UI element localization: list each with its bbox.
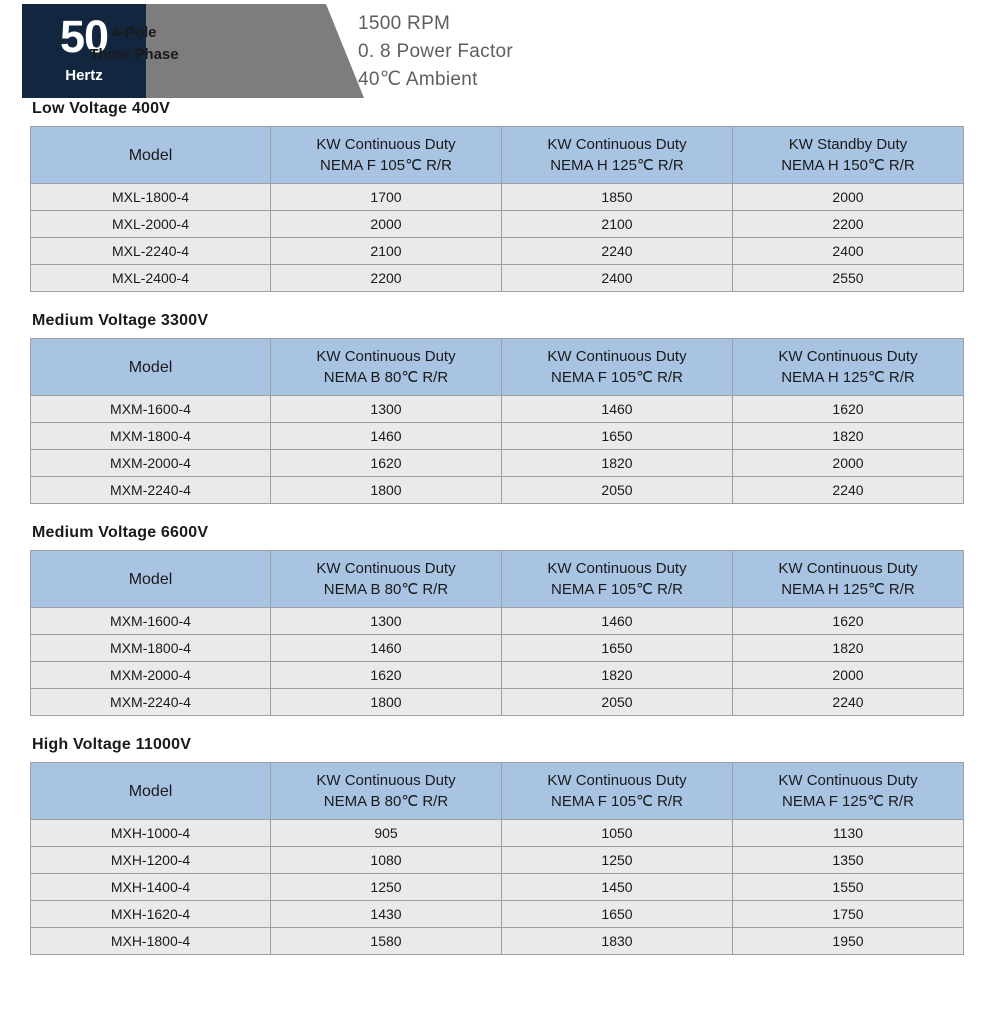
table-header-row: [31, 551, 964, 608]
cell-rating: 1800: [271, 477, 502, 504]
column-header-line-1: KW Continuous Duty: [778, 348, 918, 365]
cell-rating: 1620: [271, 662, 502, 689]
hertz-value: 50: [59, 11, 109, 62]
cell-rating: 1800: [271, 689, 502, 716]
section-title: Medium Voltage 6600V: [32, 524, 209, 541]
section-title: Medium Voltage 3300V: [32, 312, 209, 329]
column-header-line-2: NEMA F 105℃ R/R: [551, 793, 683, 810]
column-header-line-1: KW Continuous Duty: [547, 772, 687, 789]
cell-model: MXM-1800-4: [31, 635, 271, 662]
cell-model: MXL-2000-4: [31, 211, 271, 238]
column-header-line-2: NEMA B 80℃ R/R: [323, 793, 449, 810]
cell-rating: 1350: [733, 847, 964, 874]
column-header-line-1: KW Continuous Duty: [316, 136, 456, 153]
column-header-rating: [502, 339, 733, 396]
column-header-line-1: KW Continuous Duty: [547, 136, 687, 153]
cell-model: MXM-2000-4: [31, 450, 271, 477]
column-header-rating: [271, 127, 502, 184]
cell-rating: 1250: [502, 847, 733, 874]
cell-rating: 2000: [733, 184, 964, 211]
column-header-rating: [733, 551, 964, 608]
column-header-line-2: NEMA B 80℃ R/R: [323, 581, 449, 598]
page-header-banner: [22, 0, 985, 100]
cell-rating: 1460: [271, 423, 502, 450]
pole-badge-text: [70, 22, 198, 66]
cell-rating: 1430: [271, 901, 502, 928]
cell-rating: 1460: [502, 396, 733, 423]
cell-model: MXH-1200-4: [31, 847, 271, 874]
pole-line-2: Three Phase: [89, 46, 179, 63]
table-header-row: [31, 339, 964, 396]
cell-rating: 1620: [733, 396, 964, 423]
cell-rating: 1750: [733, 901, 964, 928]
column-header-line-1: Model: [128, 146, 173, 164]
section-title: Low Voltage 400V: [32, 100, 171, 117]
cell-rating: 1820: [502, 450, 733, 477]
cell-rating: 1700: [271, 184, 502, 211]
table-row: [31, 211, 964, 238]
cell-rating: 2050: [502, 689, 733, 716]
cell-rating: 2100: [502, 211, 733, 238]
table-row: [31, 928, 964, 955]
cell-rating: 1050: [502, 820, 733, 847]
table-row: [31, 820, 964, 847]
column-header-model: [31, 339, 271, 396]
column-header-line-1: KW Continuous Duty: [316, 560, 456, 577]
column-header-line-2: NEMA H 125℃ R/R: [781, 369, 915, 386]
cell-rating: 2240: [733, 477, 964, 504]
cell-rating: 2400: [502, 265, 733, 292]
cell-rating: 1820: [733, 423, 964, 450]
cell-rating: 1650: [502, 901, 733, 928]
table-row: [31, 450, 964, 477]
column-header-line-1: Model: [128, 782, 173, 800]
cell-rating: 1080: [271, 847, 502, 874]
column-header-model: [31, 551, 271, 608]
table-row: [31, 265, 964, 292]
spec-section: [30, 524, 963, 716]
cell-model: MXL-2400-4: [31, 265, 271, 292]
cell-model: MXM-1800-4: [31, 423, 271, 450]
column-header-rating: [502, 763, 733, 820]
spec-ambient: 40℃ Ambient: [358, 69, 478, 90]
cell-rating: 905: [271, 820, 502, 847]
cell-rating: 2200: [271, 265, 502, 292]
header-specs: [358, 10, 513, 94]
column-header-line-2: NEMA H 125℃ R/R: [550, 157, 684, 174]
cell-rating: 2550: [733, 265, 964, 292]
column-header-line-2: NEMA F 105℃ R/R: [551, 369, 683, 386]
column-header-line-1: Model: [128, 570, 173, 588]
table-row: [31, 847, 964, 874]
cell-rating: 1650: [502, 635, 733, 662]
table-row: [31, 635, 964, 662]
cell-rating: 1580: [271, 928, 502, 955]
spec-section: [30, 100, 963, 292]
table-row: [31, 901, 964, 928]
column-header-rating: [502, 551, 733, 608]
cell-model: MXM-2000-4: [31, 662, 271, 689]
table-row: [31, 238, 964, 265]
cell-rating: 1620: [271, 450, 502, 477]
cell-rating: 2400: [733, 238, 964, 265]
cell-rating: 1650: [502, 423, 733, 450]
cell-rating: 2000: [733, 450, 964, 477]
spec-table: [30, 550, 964, 716]
column-header-line-2: NEMA B 80℃ R/R: [323, 369, 449, 386]
column-header-rating: [733, 339, 964, 396]
cell-rating: 2240: [502, 238, 733, 265]
column-header-line-1: KW Continuous Duty: [547, 560, 687, 577]
column-header-line-2: NEMA F 125℃ R/R: [782, 793, 914, 810]
column-header-line-2: NEMA H 125℃ R/R: [781, 581, 915, 598]
cell-rating: 2100: [271, 238, 502, 265]
cell-model: MXH-1620-4: [31, 901, 271, 928]
cell-model: MXH-1000-4: [31, 820, 271, 847]
cell-rating: 1850: [502, 184, 733, 211]
column-header-rating: [271, 551, 502, 608]
table-row: [31, 184, 964, 211]
hertz-unit: Hertz: [65, 67, 103, 84]
cell-rating: 2240: [733, 689, 964, 716]
spec-section: [30, 736, 963, 955]
cell-rating: 1820: [733, 635, 964, 662]
cell-rating: 1620: [733, 608, 964, 635]
spec-section: [30, 312, 963, 504]
cell-model: MXH-1800-4: [31, 928, 271, 955]
column-header-model: [31, 763, 271, 820]
column-header-line-1: KW Continuous Duty: [316, 348, 456, 365]
cell-rating: 1950: [733, 928, 964, 955]
column-header-line-1: KW Continuous Duty: [778, 772, 918, 789]
column-header-rating: [733, 127, 964, 184]
table-header-row: [31, 127, 964, 184]
column-header-line-1: KW Continuous Duty: [547, 348, 687, 365]
table-row: [31, 874, 964, 901]
column-header-rating: [502, 127, 733, 184]
cell-rating: 1450: [502, 874, 733, 901]
banner-shapes: [22, 4, 372, 98]
column-header-line-1: KW Standby Duty: [788, 136, 908, 153]
cell-rating: 1460: [271, 635, 502, 662]
cell-rating: 1460: [502, 608, 733, 635]
column-header-model: [31, 127, 271, 184]
spec-power-factor: 0. 8 Power Factor: [358, 41, 514, 62]
cell-rating: 1550: [733, 874, 964, 901]
spec-rpm: 1500 RPM: [358, 13, 451, 34]
table-row: [31, 423, 964, 450]
cell-model: MXL-1800-4: [31, 184, 271, 211]
column-header-rating: [271, 339, 502, 396]
cell-rating: 2000: [271, 211, 502, 238]
table-row: [31, 608, 964, 635]
table-row: [31, 689, 964, 716]
table-row: [31, 662, 964, 689]
cell-model: MXM-2240-4: [31, 477, 271, 504]
column-header-rating: [733, 763, 964, 820]
cell-rating: 2000: [733, 662, 964, 689]
cell-rating: 1300: [271, 608, 502, 635]
cell-rating: 1130: [733, 820, 964, 847]
cell-model: MXM-1600-4: [31, 396, 271, 423]
cell-model: MXH-1400-4: [31, 874, 271, 901]
column-header-line-2: NEMA F 105℃ R/R: [320, 157, 452, 174]
column-header-line-2: NEMA F 105℃ R/R: [551, 581, 683, 598]
spec-table: [30, 762, 964, 955]
column-header-rating: [271, 763, 502, 820]
cell-rating: 2200: [733, 211, 964, 238]
column-header-line-1: KW Continuous Duty: [778, 560, 918, 577]
cell-rating: 1820: [502, 662, 733, 689]
cell-rating: 1300: [271, 396, 502, 423]
pole-line-1: 4-Pole: [111, 24, 157, 41]
cell-model: MXL-2240-4: [31, 238, 271, 265]
cell-rating: 1830: [502, 928, 733, 955]
column-header-line-2: NEMA H 150℃ R/R: [781, 157, 915, 174]
spec-table: [30, 338, 964, 504]
table-row: [31, 477, 964, 504]
table-header-row: [31, 763, 964, 820]
cell-rating: 2050: [502, 477, 733, 504]
spec-table: [30, 126, 964, 292]
cell-rating: 1250: [271, 874, 502, 901]
section-title: High Voltage 11000V: [32, 736, 192, 753]
cell-model: MXM-2240-4: [31, 689, 271, 716]
column-header-line-1: Model: [128, 358, 173, 376]
column-header-line-1: KW Continuous Duty: [316, 772, 456, 789]
spec-sections: [0, 100, 985, 955]
cell-model: MXM-1600-4: [31, 608, 271, 635]
table-row: [31, 396, 964, 423]
